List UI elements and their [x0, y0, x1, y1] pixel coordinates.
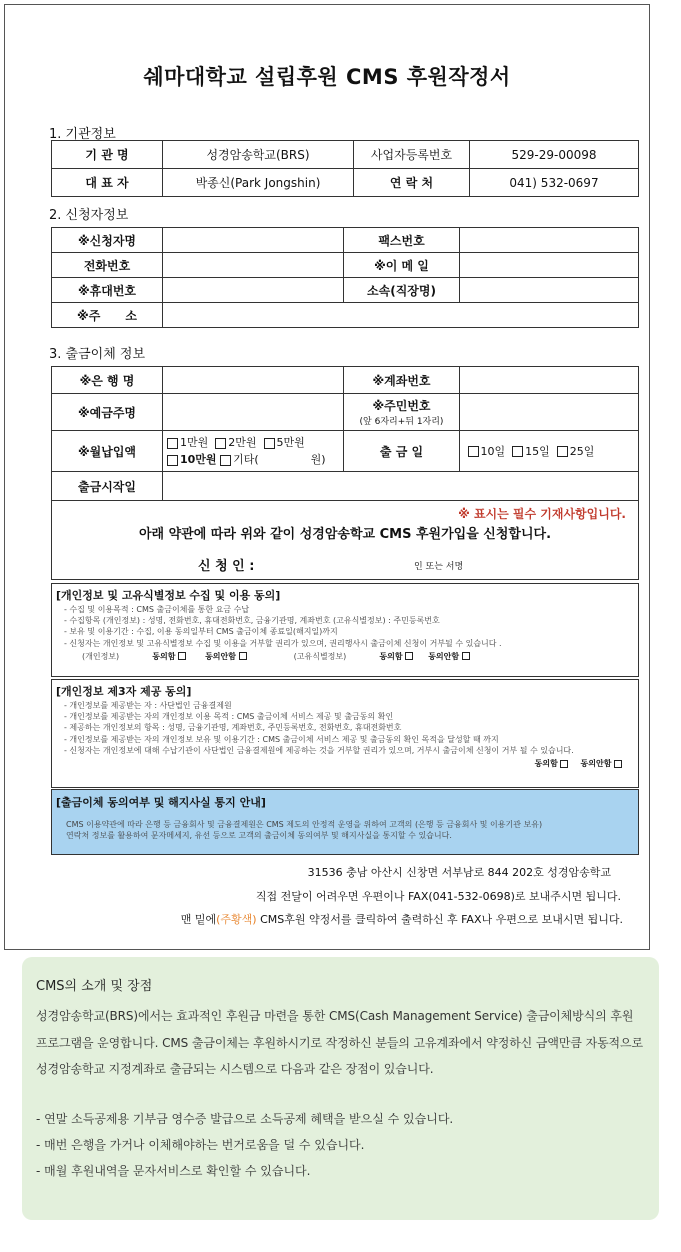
third-line: - 개인정보를 제공받는 자의 개인정보 이용 목적 : CMS 출금이체 서비스 제공 및 출금동의 확인 [64, 712, 394, 722]
day2-label: 15일 [525, 444, 550, 458]
mobile-field[interactable] [163, 278, 344, 303]
opt2-label: 2만원 [228, 436, 257, 449]
day-label: 출 금 일 [344, 431, 460, 472]
affiliation-field[interactable] [460, 278, 639, 303]
third-line: - 제공하는 개인정보의 항목 : 성명, 금융기관명, 계좌번호, 주민등록번호, 전화번호, 휴대전화번호 [64, 723, 402, 733]
third-disagree-label: 동의안함 [580, 759, 612, 769]
opt4-label: 10만원 [180, 453, 217, 466]
day1-checkbox[interactable] [468, 446, 479, 457]
notice-line-2: 연락처 정보를 활용하여 문자메세지, 유선 등으로 고객의 출금이체 동의여부 및 해지사실을 통지할 수 있습니다. [66, 831, 452, 841]
cms-benefit-2: - 매번 은행을 가거나 이체해야하는 번거로움을 덜 수 있습니다. [36, 1138, 365, 1152]
address-label: ※주 소 [52, 303, 163, 328]
org-name-value: 성경암송학교(BRS) [163, 141, 354, 169]
third-agree-label: 동의함 [534, 759, 558, 769]
rrn-note: (앞 6자리+뒤 1자리) [359, 417, 444, 427]
sign-note: 인 또는 서명 [414, 562, 464, 572]
required-note: ※ 표시는 필수 기재사항입니다. [458, 507, 626, 521]
start-label: 출금시작일 [52, 472, 163, 501]
fax-field[interactable] [460, 228, 639, 253]
monthly-label: ※월납입액 [52, 431, 163, 472]
pledge-form-sheet [4, 4, 650, 950]
privacy-line: - 수집 및 이용목적 : CMS 출금이체를 통한 요금 수납 [64, 605, 250, 614]
third-party-consent-box [51, 679, 639, 788]
third-line: - 개인정보를 제공받는 자 : 사단법인 금융결제원 [64, 701, 232, 710]
signer-label: 신 청 인 : [198, 559, 255, 574]
phone-field[interactable] [163, 253, 344, 278]
opt1-checkbox[interactable] [167, 438, 178, 449]
rep-label: 대 표 자 [52, 169, 163, 197]
cms-intro-paragraph: 성경암송학교(BRS)에서는 효과적인 후원금 마련을 통한 CMS(Cash Management Service) 출금이체방식의 후원 프로그램을 운영합니다. CMS 출금이체는 후원하시기로 작정하신 분들의 고유계좌에서 약정하신 금액만큼 자동적으로 성경암송학교 지정계좌로 출금되는 시스템으로 다음과 같은 장점이 있습니다. [36, 1009, 644, 1076]
print-instruction-pre: 맨 밑에 [180, 913, 217, 926]
opt5-end: 원) [310, 453, 326, 466]
rrn-label-cell [344, 394, 460, 431]
send-instruction: 직접 전달이 어려우면 우편이나 FAX(041-532-0698)로 보내주시면 됩니다. [255, 890, 621, 903]
unique-agree-label: 동의함 [379, 651, 403, 661]
third-disagree-checkbox[interactable] [614, 760, 622, 768]
address-field[interactable] [163, 303, 639, 328]
privacy-line: - 수집항목 (개인정보) : 성명, 전화번호, 휴대전화번호, 금융기관명, 계좌번호 (고유식별정보) : 주민등록번호 [64, 616, 440, 626]
third-party-heading: [개인정보 제3자 제공 동의] [56, 685, 192, 698]
cms-benefit-1: - 연말 소득공제용 기부금 영수증 발급으로 소득공제 혜택을 받으실 수 있습니다. [36, 1112, 454, 1126]
section-applicant-heading: 2. 신청자정보 [49, 208, 129, 223]
withdraw-info-table [51, 366, 639, 580]
personal-agree-label: 동의함 [152, 651, 176, 661]
declaration-text: 아래 약관에 따라 위와 같이 성경암송학교 CMS 후원가입을 신청합니다. [138, 527, 552, 542]
contact-value: 041) 532-0697 [470, 169, 639, 197]
personal-agree-checkbox[interactable] [178, 652, 186, 660]
unique-disagree-checkbox[interactable] [462, 652, 470, 660]
form-title: 쉐마대학교 설립후원 CMS 후원작정서 [143, 65, 511, 89]
phone-label: 전화번호 [52, 253, 163, 278]
section-withdraw-heading: 3. 출금이체 정보 [49, 347, 146, 362]
mailing-address: 31536 충남 아산시 신창면 서부남로 844 202호 성경암송학교 [307, 866, 611, 879]
opt1-label: 1만원 [180, 436, 209, 449]
third-consent-row [52, 756, 638, 772]
print-instruction-post: CMS후원 약정서를 클릭하여 출력하신 후 FAX나 우편으로 보내시면 됩니다. [256, 913, 623, 926]
biz-number-label: 사업자등록번호 [354, 141, 470, 169]
opt3-checkbox[interactable] [264, 438, 275, 449]
email-label: ※이 메 일 [344, 253, 460, 278]
biz-number-value: 529-29-00098 [470, 141, 639, 169]
opt2-checkbox[interactable] [215, 438, 226, 449]
account-field[interactable] [460, 367, 639, 394]
rep-value: 박종신(Park Jongshin) [163, 169, 354, 197]
org-info-table [51, 140, 639, 197]
third-agree-checkbox[interactable] [560, 760, 568, 768]
start-field[interactable] [163, 472, 639, 501]
fax-label: 팩스번호 [344, 228, 460, 253]
notice-heading: [출금이체 동의여부 및 해지사실 통지 안내] [56, 796, 266, 809]
privacy-consent-box [51, 583, 639, 677]
third-line: - 개인정보를 제공받는 자의 개인정보 보유 및 이용기간 : CMS 출금이체 서비스 제공 및 출금동의 확인 목적을 달성할 때 까지 [64, 734, 499, 744]
personal-disagree-checkbox[interactable] [239, 652, 247, 660]
rrn-label: ※주민번호 [372, 399, 431, 413]
opt4-checkbox[interactable] [167, 455, 178, 466]
applicant-name-field[interactable] [163, 228, 344, 253]
org-name-label: 기 관 명 [52, 141, 163, 169]
bank-field[interactable] [163, 367, 344, 394]
opt3-label: 5만원 [276, 436, 305, 449]
day3-label: 25일 [569, 444, 595, 458]
email-field[interactable] [460, 253, 639, 278]
unique-agree-checkbox[interactable] [405, 652, 413, 660]
holder-label: ※예금주명 [52, 394, 163, 431]
account-label: ※계좌번호 [344, 367, 460, 394]
third-line: - 신청자는 개인정보에 대해 수납기관이 사단법인 금융결제원에 제공하는 것을 거부할 권리가 있으며, 거부시 출금이체 신청이 거부 될 수 있습니다. [64, 745, 574, 755]
cms-benefit-3: - 매월 후원내역을 문자서비스로 확인할 수 있습니다. [36, 1164, 311, 1178]
declaration-cell [52, 501, 639, 580]
cms-intro-panel [22, 957, 659, 1220]
notice-line-1: CMS 이용약관에 따라 은행 등 금융회사 및 금융결제원은 CMS 제도의 안정적 운영을 위하여 고객의 (은행 등 금융회사 및 이용기관 보유) [66, 820, 543, 829]
day1-label: 10일 [480, 444, 506, 458]
notice-box [51, 789, 639, 855]
unique-label: (고유식별정보) [293, 651, 347, 661]
privacy-line: - 보유 및 이용기간 : 수집, 이용 동의일부터 CMS 출금이체 종료일(해지일)까지 [64, 627, 338, 637]
orange-highlight-text: (주황색) [216, 913, 257, 926]
day3-checkbox[interactable] [557, 446, 568, 457]
bank-label: ※은 행 명 [52, 367, 163, 394]
personal-disagree-label: 동의안함 [205, 651, 236, 661]
privacy-line: - 신청자는 개인정보 및 고유식별정보 수집 및 이용을 거부할 권리가 있으며, 권리행사시 출금이체 신청이 거부될 수 있습니다 . [64, 638, 502, 648]
day2-checkbox[interactable] [512, 446, 523, 457]
holder-field[interactable] [163, 394, 344, 431]
personal-label: (개인정보) [82, 651, 120, 661]
rrn-field[interactable] [460, 394, 639, 431]
section-org-heading: 1. 기관정보 [49, 127, 116, 142]
applicant-name-label: ※신청자명 [52, 228, 163, 253]
day-options [460, 431, 639, 472]
unique-disagree-label: 동의안함 [428, 651, 460, 661]
affiliation-label: 소속(직장명) [344, 278, 460, 303]
privacy-heading: [개인정보 및 고유식별정보 수집 및 이용 동의] [56, 589, 281, 602]
opt5-label: 기타( [233, 453, 259, 466]
privacy-consent-row [52, 649, 638, 665]
cms-intro-title: CMS의 소개 및 장점 [36, 979, 153, 994]
print-instruction [181, 911, 623, 927]
applicant-info-table [51, 227, 639, 328]
monthly-options [163, 431, 344, 472]
opt5-checkbox[interactable] [220, 455, 231, 466]
contact-label: 연 락 처 [354, 169, 470, 197]
mobile-label: ※휴대번호 [52, 278, 163, 303]
